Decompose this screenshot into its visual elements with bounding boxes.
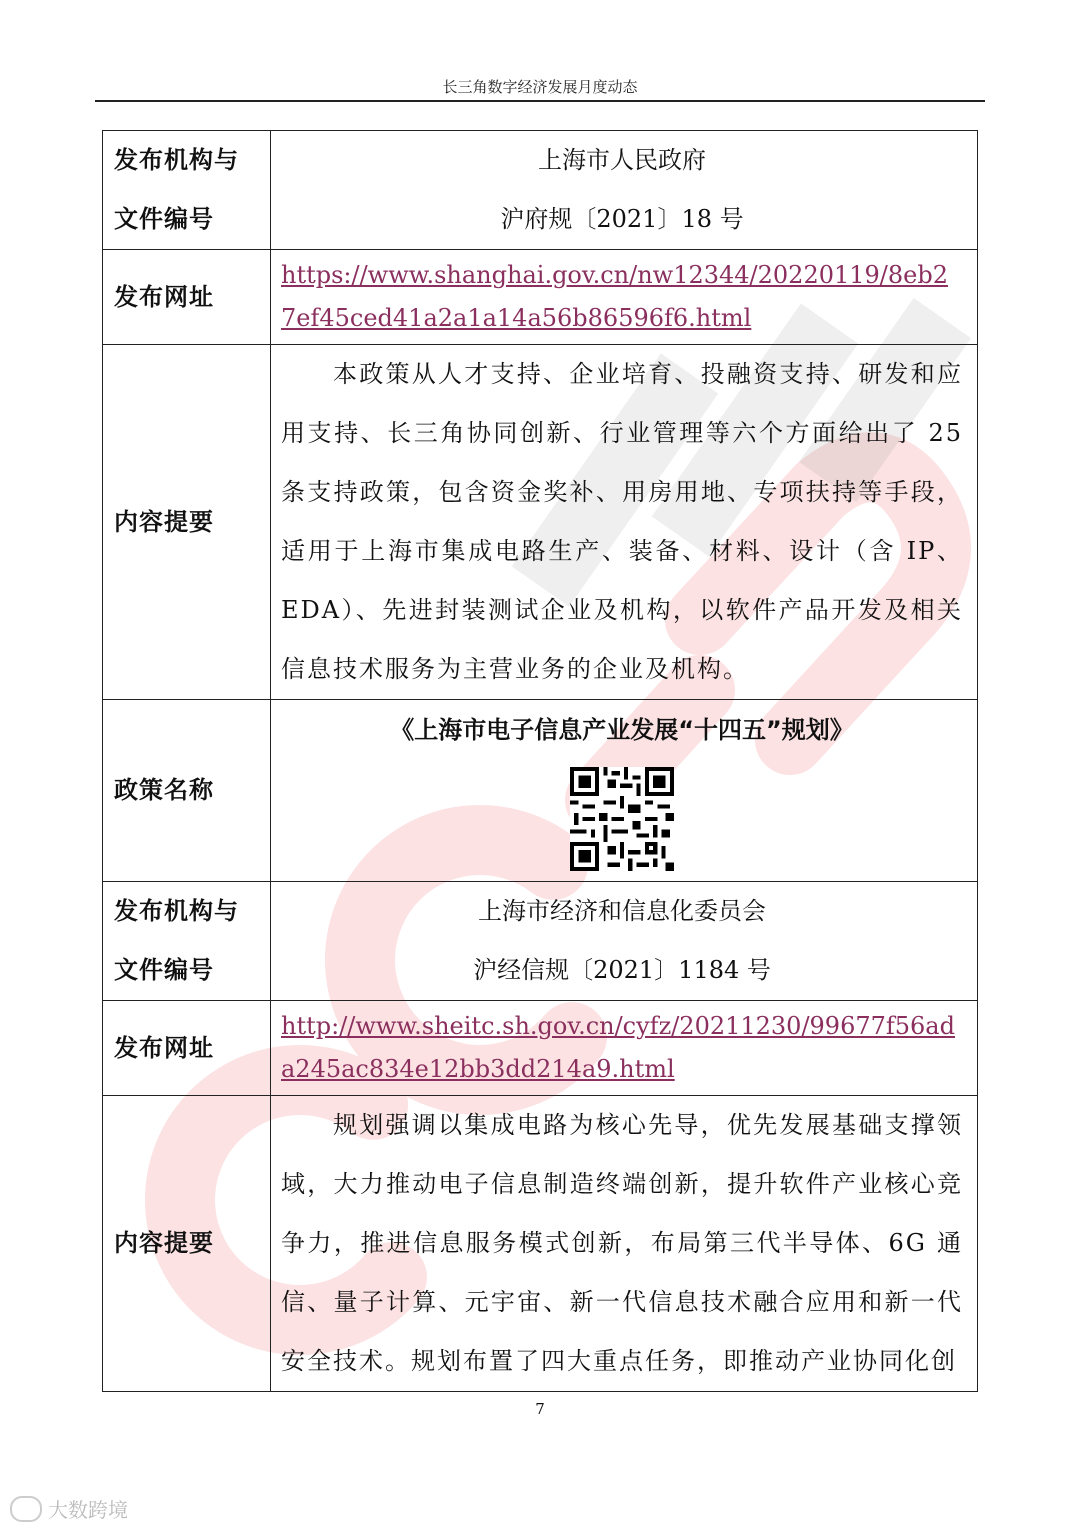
value-cell bbox=[271, 250, 978, 345]
qr-code-container bbox=[281, 745, 963, 881]
document-number: 沪府规〔2021〕18 号 bbox=[500, 205, 744, 233]
label-line: 发布机构与 bbox=[114, 897, 239, 925]
value-cell bbox=[271, 345, 978, 700]
brand-name: 大数跨境 bbox=[48, 1498, 128, 1522]
policy-title: 《上海市电子信息产业发展“十四五”规划》 bbox=[390, 716, 854, 744]
table-row bbox=[103, 700, 978, 882]
table-row bbox=[103, 1001, 978, 1096]
table-row bbox=[103, 882, 978, 1001]
summary-text: 本政策从人才支持、企业培育、投融资支持、研发和应用支持、长三角协同创新、行业管理等六个方面给出了 25 条支持政策，包含资金奖补、用房用地、专项扶持等手段，适用于上海市集成电路生产、装备、材料、设计（含 IP、EDA）、先进封装测试企业及机构，以软件产品开发及相关信息技术服务为主营业务的企业及机构。 bbox=[281, 360, 963, 683]
summary-text: 规划强调以集成电路为核心先导，优先发展基础支撑领域，大力推动电子信息制造终端创新，提升软件产业核心竞争力，推进信息服务模式创新，布局第三代半导体、6G 通信、量子计算、元宇宙、新一代信息技术融合应用和新一代安全技术。规划布置了四大重点任务，即推动产业协同化创 bbox=[281, 1111, 963, 1375]
table-row bbox=[103, 131, 978, 250]
value-cell bbox=[271, 882, 978, 1001]
page-number: 7 bbox=[535, 1400, 545, 1418]
page-header-title: 长三角数字经济发展月度动态 bbox=[442, 78, 638, 96]
document-number: 沪经信规〔2021〕1184 号 bbox=[473, 956, 771, 984]
issuing-org: 上海市人民政府 bbox=[538, 146, 706, 174]
header-rule bbox=[95, 100, 985, 102]
label-line: 文件编号 bbox=[114, 956, 214, 984]
value-cell bbox=[271, 700, 978, 882]
label-cell: 政策名称 bbox=[103, 700, 271, 882]
table-row bbox=[103, 1096, 978, 1392]
label-cell bbox=[103, 882, 271, 1001]
label-line: 发布机构与 bbox=[114, 146, 239, 174]
publish-url-link[interactable]: https://www.shanghai.gov.cn/nw12344/20220119/8eb27ef45ced41a2a1a14a56b86596f6.html bbox=[281, 261, 948, 332]
label-cell: 发布网址 bbox=[103, 1001, 271, 1096]
issuing-org: 上海市经济和信息化委员会 bbox=[478, 897, 766, 925]
label-cell: 内容提要 bbox=[103, 1096, 271, 1392]
footer-brand bbox=[10, 1494, 128, 1523]
label-cell bbox=[103, 131, 271, 250]
label-cell: 内容提要 bbox=[103, 345, 271, 700]
publish-url-link[interactable]: http://www.sheitc.sh.gov.cn/cyfz/20211230/99677f56ada245ac834e12bb3dd214a9.html bbox=[281, 1012, 955, 1083]
value-cell bbox=[271, 1001, 978, 1096]
policy-table bbox=[102, 130, 978, 1392]
table-row bbox=[103, 345, 978, 700]
label-cell: 发布网址 bbox=[103, 250, 271, 345]
table-row bbox=[103, 250, 978, 345]
qr-code-icon[interactable] bbox=[570, 767, 674, 871]
label-line: 文件编号 bbox=[114, 205, 214, 233]
value-cell bbox=[271, 1096, 978, 1392]
brand-logo-icon bbox=[10, 1496, 42, 1522]
value-cell bbox=[271, 131, 978, 250]
